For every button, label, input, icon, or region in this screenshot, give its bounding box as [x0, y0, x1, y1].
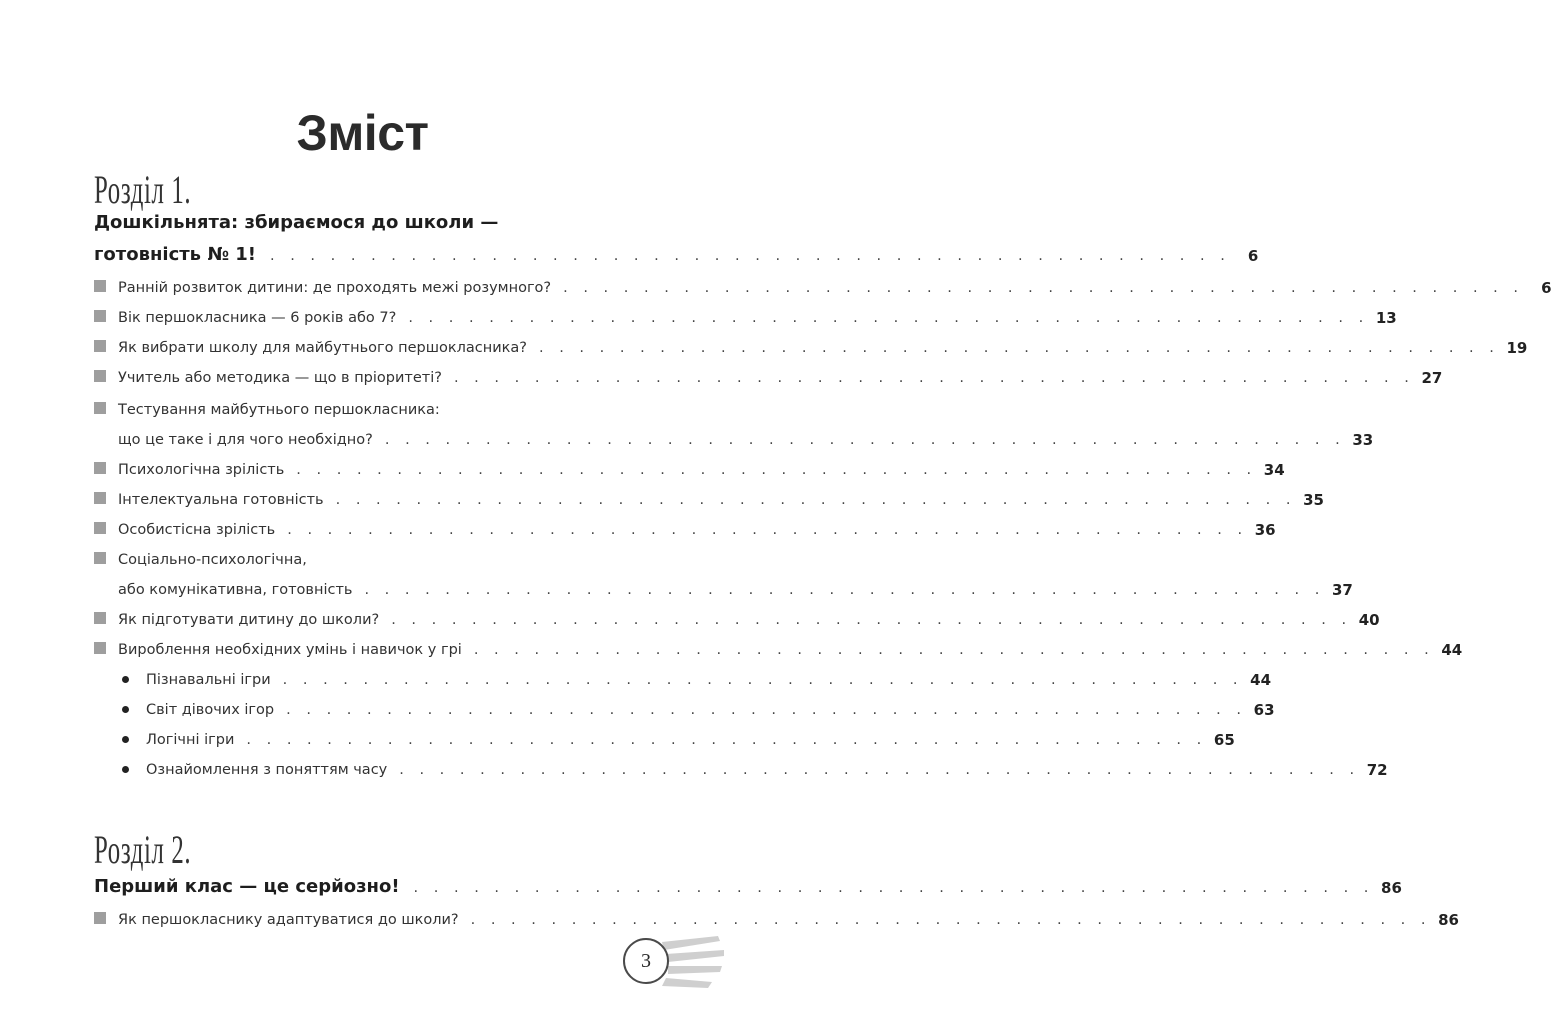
- toc-entry-text: Пізнавальні ігри: [146, 672, 271, 688]
- dot-leader: . . . . . . . . . . . . . . . . . . . . . . . . . . . . . . . . . . . . . . . . . . . . . . . .: [296, 462, 1257, 478]
- page-ref: 86: [1438, 911, 1459, 929]
- toc-entry-text: Соціально-психологічна,: [118, 552, 307, 568]
- square-bullet-icon: [94, 912, 106, 924]
- toc-entry-text: Інтелектуальна готовність: [118, 492, 324, 508]
- section-1-heading-line2: готовність № 1!: [94, 244, 256, 265]
- round-bullet-icon: [122, 676, 129, 683]
- page-ref: 6: [1247, 247, 1259, 265]
- toc-subentry[interactable]: [118, 724, 1235, 750]
- toc-entry[interactable]: [94, 332, 1528, 358]
- toc-subentry[interactable]: [118, 694, 1275, 720]
- page-ref: 40: [1358, 611, 1380, 629]
- page-ref: 63: [1253, 701, 1275, 719]
- toc-entry-text: Ознайомлення з поняттям часу: [146, 762, 388, 778]
- dot-leader: . . . . . . . . . . . . . . . . . . . . . . . . . . . . . . . . . . . . . . . . . . . . . . . .: [539, 340, 1500, 356]
- toc-entry[interactable]: [94, 604, 1380, 630]
- toc-entry-text: Вік першокласника — 6 років або 7?: [118, 310, 397, 326]
- page-ref: 35: [1303, 491, 1324, 509]
- toc-entry-text: Як підготувати дитину до школи?: [118, 612, 380, 628]
- section-2-label: Розділ 2.: [94, 827, 192, 872]
- square-bullet-icon: [94, 370, 106, 382]
- dot-leader: . . . . . . . . . . . . . . . . . . . . . . . . . . . . . . . . . . . . . . . . . . . . . . . .: [391, 612, 1352, 628]
- section-1-label: Розділ 1.: [94, 167, 192, 212]
- toc-entry[interactable]: [94, 544, 606, 570]
- toc-entry-continuation[interactable]: [118, 424, 1374, 450]
- toc-entry-text: або комунікативна, готовність: [118, 582, 353, 598]
- square-bullet-icon: [94, 612, 106, 624]
- dot-leader: . . . . . . . . . . . . . . . . . . . . . . . . . . . . . . . . . . . . . . . . . . . . . . . .: [563, 280, 1524, 296]
- dot-leader: . . . . . . . . . . . . . . . . . . . . . . . . . . . . . . . . . . . . . . . . . . . . . . . .: [287, 522, 1248, 538]
- page-ref: 44: [1441, 641, 1463, 659]
- toc-entry[interactable]: [94, 634, 1463, 660]
- page-ref: 27: [1421, 369, 1443, 387]
- dot-leader: . . . . . . . . . . . . . . . . . . . . . . . . . . . . . . . . . . . . . . . . . . . . . . . .: [408, 310, 1369, 326]
- page-ref: 37: [1331, 581, 1353, 599]
- toc-entry[interactable]: [94, 484, 1324, 510]
- toc-entry-text: що це таке і для чого необхідно?: [118, 432, 373, 448]
- toc-entry-text: Логічні ігри: [146, 732, 235, 748]
- page-ref: 19: [1506, 339, 1528, 357]
- page-title: Зміст: [296, 105, 429, 161]
- toc-entry-text: Вироблення необхідних умінь і навичок у грі: [118, 642, 462, 658]
- page-ref: 34: [1263, 461, 1285, 479]
- dot-leader: . . . . . . . . . . . . . . . . . . . . . . . . . . . . . . . . . . . . . . . . . . . . . . . .: [413, 880, 1374, 896]
- dot-leader: . . . . . . . . . . . . . . . . . . . . . . . . . . . . . . . . . . . . . . . . . . . . . . . .: [335, 492, 1296, 508]
- dot-leader: . . . . . . . . . . . . . . . . . . . . . . . . . . . . . . . . . . . . . . . . . . . . . . . .: [286, 702, 1247, 718]
- section-1-heading[interactable]: [94, 240, 1259, 266]
- dot-leader: . . . . . . . . . . . . . . . . . . . . . . . . . . . . . . . . . . . . . . . . . . . . . . . .: [364, 582, 1325, 598]
- toc-entry[interactable]: [94, 362, 1443, 388]
- toc-entry[interactable]: [94, 454, 1285, 480]
- toc-entry-continuation[interactable]: [118, 574, 1353, 600]
- toc-entry-text: Особистісна зрілість: [118, 522, 276, 538]
- square-bullet-icon: [94, 280, 106, 292]
- toc-entry[interactable]: [94, 514, 1276, 540]
- round-bullet-icon: [122, 766, 129, 773]
- square-bullet-icon: [94, 340, 106, 352]
- dot-leader: . . . . . . . . . . . . . . . . . . . . . . . . . . . . . . . . . . . . . . . . . . . . . . . .: [473, 642, 1435, 658]
- page-number-badge: 3: [623, 938, 669, 984]
- toc-entry[interactable]: [94, 302, 1397, 328]
- page-ref: 33: [1352, 431, 1374, 449]
- toc-subentry[interactable]: [118, 664, 1272, 690]
- page-ref: 65: [1213, 731, 1235, 749]
- page-ref: 72: [1366, 761, 1388, 779]
- toc-entry[interactable]: [94, 394, 606, 420]
- page-ref: 13: [1375, 309, 1397, 327]
- round-bullet-icon: [122, 736, 129, 743]
- dot-leader: . . . . . . . . . . . . . . . . . . . . . . . . . . . . . . . . . . . . . . . . . . . . . . . .: [453, 370, 1415, 386]
- dot-leader: . . . . . . . . . . . . . . . . . . . . . . . . . . . . . . . . . . . . . . . . . . . . . . . .: [470, 912, 1431, 928]
- square-bullet-icon: [94, 310, 106, 322]
- dot-leader: . . . . . . . . . . . . . . . . . . . . . . . . . . . . . . . . . . . . . . . . . . . . . . . .: [269, 248, 1231, 264]
- square-bullet-icon: [94, 522, 106, 534]
- toc-entry-text: Як першокласнику адаптуватися до школи?: [118, 912, 459, 928]
- dot-leader: . . . . . . . . . . . . . . . . . . . . . . . . . . . . . . . . . . . . . . . . . . . . . . . .: [384, 432, 1346, 448]
- toc-entry-text: Психологічна зрілість: [118, 462, 285, 478]
- square-bullet-icon: [94, 402, 106, 414]
- toc-entry[interactable]: [94, 272, 1552, 298]
- section-1-heading-line1[interactable]: Дошкільнята: збираємося до школи —: [94, 212, 499, 233]
- toc-entry-text: Як вибрати школу для майбутнього першокласника?: [118, 340, 527, 356]
- toc-entry[interactable]: [94, 904, 1459, 930]
- square-bullet-icon: [94, 492, 106, 504]
- square-bullet-icon: [94, 462, 106, 474]
- round-bullet-icon: [122, 706, 129, 713]
- dot-leader: . . . . . . . . . . . . . . . . . . . . . . . . . . . . . . . . . . . . . . . . . . . . . . . .: [399, 762, 1360, 778]
- section-2-heading[interactable]: [94, 872, 1402, 898]
- toc-entry-text: Учитель або методика — що в пріоритеті?: [118, 370, 442, 386]
- square-bullet-icon: [94, 642, 106, 654]
- dot-leader: . . . . . . . . . . . . . . . . . . . . . . . . . . . . . . . . . . . . . . . . . . . . . . . .: [246, 732, 1207, 748]
- page-ref: 36: [1254, 521, 1276, 539]
- toc-entry-text: Тестування майбутнього першокласника:: [118, 402, 440, 418]
- toc-subentry[interactable]: [118, 754, 1388, 780]
- page-ref: 86: [1381, 879, 1402, 897]
- section-2-heading-text: Перший клас — це серйозно!: [94, 876, 400, 897]
- toc-entry-text: Світ дівочих ігор: [146, 702, 275, 718]
- dot-leader: . . . . . . . . . . . . . . . . . . . . . . . . . . . . . . . . . . . . . . . . . . . . . . . .: [282, 672, 1244, 688]
- page-ref: 44: [1250, 671, 1272, 689]
- toc-entry-text: Ранній розвиток дитини: де проходять межі розумного?: [118, 280, 552, 296]
- square-bullet-icon: [94, 552, 106, 564]
- page-ref: 6: [1541, 279, 1552, 297]
